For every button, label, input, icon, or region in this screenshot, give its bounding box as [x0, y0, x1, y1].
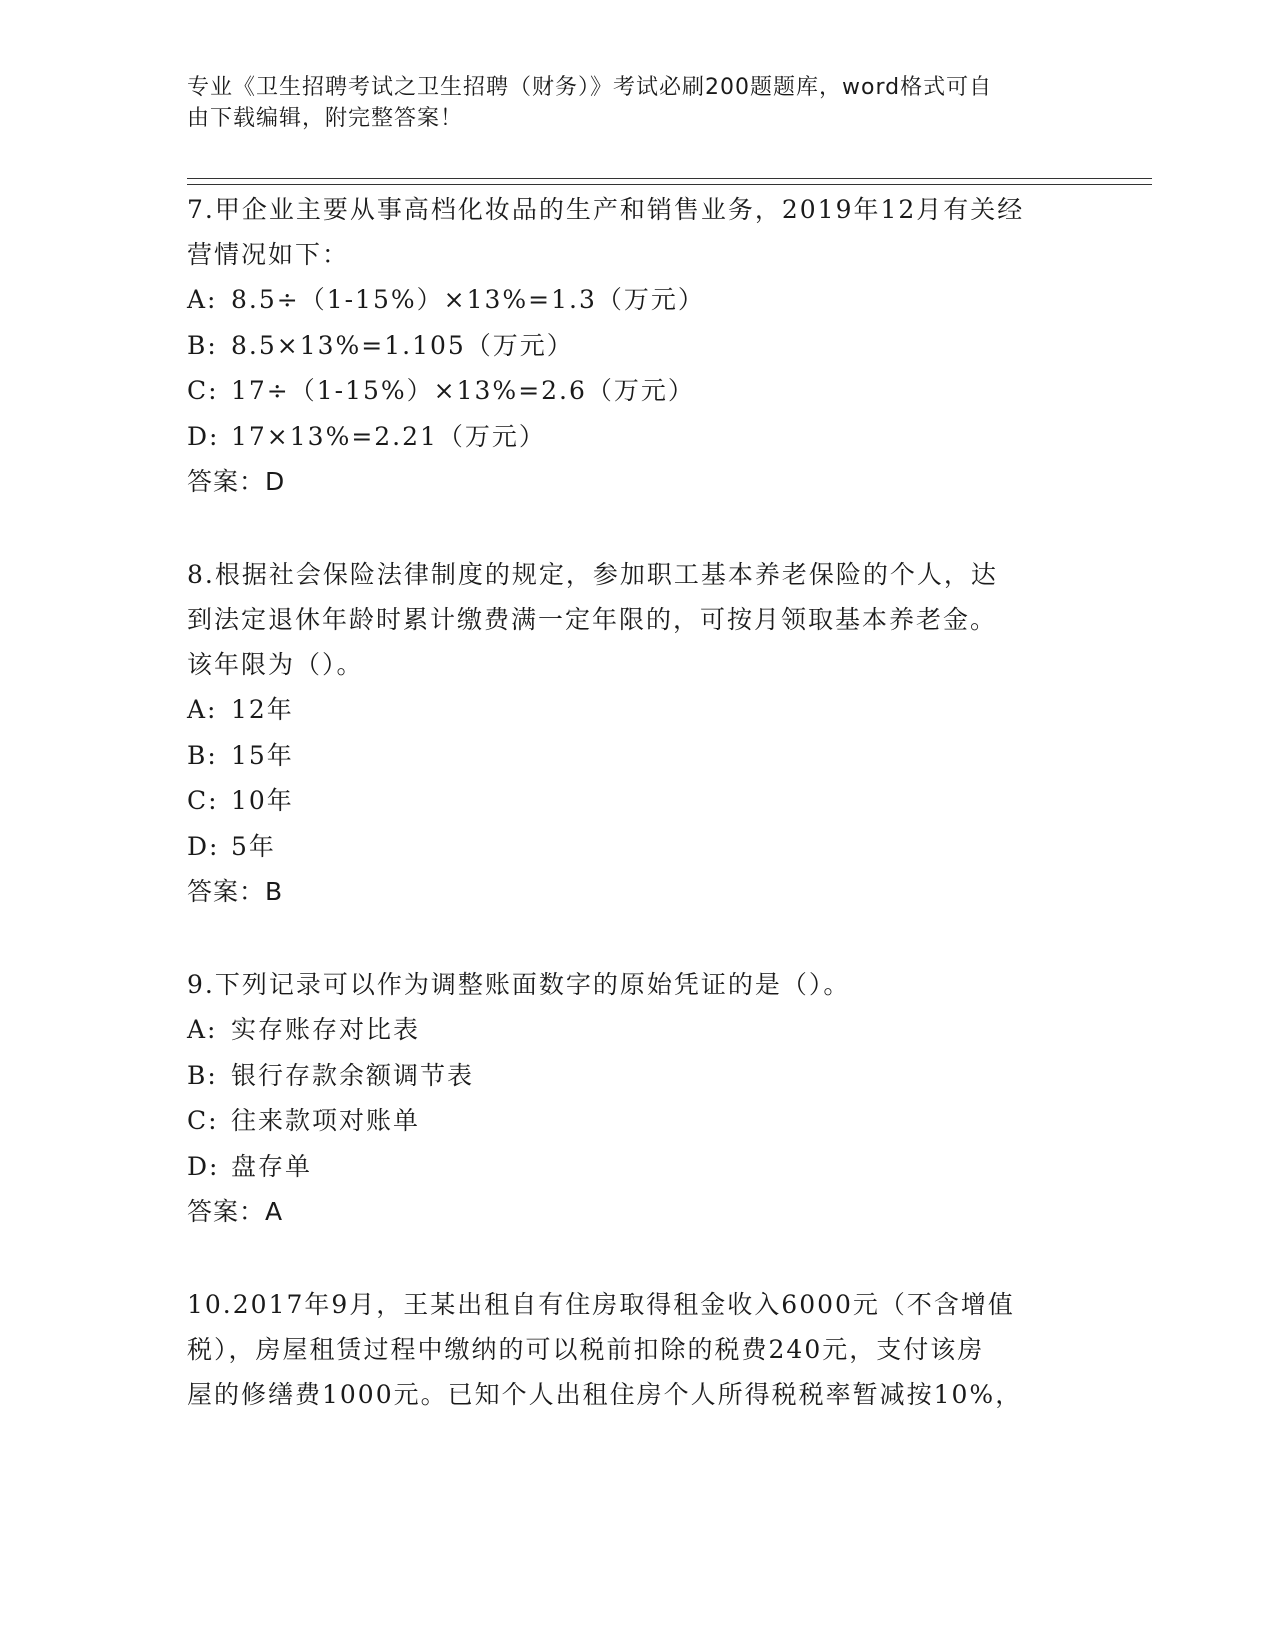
question-spacer [187, 1234, 1097, 1282]
option-d [187, 414, 1097, 460]
option-text: 银行存款余额调节表 [231, 1060, 475, 1090]
question-stem [187, 187, 1097, 277]
question-stem [187, 552, 1097, 687]
stem-line: 该年限为（）。 [187, 650, 364, 679]
option-label: D: [187, 831, 220, 861]
option-b [187, 1053, 1097, 1099]
question-spacer [187, 914, 1097, 962]
option-label: A: [187, 285, 218, 314]
option-text: 12年 [231, 695, 294, 724]
option-d [187, 824, 1097, 870]
option-text: 15年 [231, 740, 294, 770]
question-list [187, 187, 1097, 1417]
answer-line: 答案：D [187, 467, 286, 496]
option-label: C: [187, 786, 219, 815]
question-8 [187, 552, 1097, 914]
option-text: 实存账存对比表 [231, 1015, 421, 1044]
stem-line: 7.甲企业主要从事高档化妆品的生产和销售业务，2019年12月有关经 [187, 195, 1025, 224]
question-stem [187, 962, 1097, 1007]
option-b [187, 733, 1097, 779]
option-d [187, 1144, 1097, 1190]
option-text: 盘存单 [231, 1151, 313, 1181]
option-c [187, 778, 1097, 824]
option-label: D: [187, 421, 220, 451]
option-text: 往来款项对账单 [231, 1106, 421, 1135]
option-a [187, 277, 1097, 323]
stem-line: 8.根据社会保险法律制度的规定，参加职工基本养老保险的个人，达 [187, 560, 998, 589]
option-text: 8.5×13%=1.105（万元） [231, 330, 574, 360]
header-line-1: 专业《卫生招聘考试之卫生招聘（财务）》考试必刷200题题库，word格式可自 [187, 75, 993, 100]
question-9 [187, 962, 1097, 1234]
option-label: C: [187, 1106, 219, 1135]
option-text: 8.5÷（1-15%）×13%=1.3（万元） [231, 285, 705, 314]
header-line-2: 由下载编辑，附完整答案！ [187, 106, 464, 131]
option-a [187, 1007, 1097, 1053]
stem-line: 营情况如下： [187, 240, 350, 269]
option-label: B: [187, 740, 218, 770]
option-c [187, 1098, 1097, 1144]
question-stem [187, 1282, 1097, 1417]
option-label: B: [187, 330, 218, 360]
option-label: A: [187, 1015, 218, 1044]
option-c [187, 368, 1097, 414]
option-text: 5年 [231, 831, 276, 861]
header-divider-top [187, 178, 1152, 179]
question-7 [187, 187, 1097, 504]
option-b [187, 323, 1097, 369]
option-label: A: [187, 695, 218, 724]
option-text: 17÷（1-15%）×13%=2.6（万元） [231, 376, 695, 405]
stem-line: 屋的修缮费1000元。已知个人出租住房个人所得税税率暂减按10%， [187, 1380, 1023, 1409]
stem-line: 10.2017年9月，王某出租自有住房取得租金收入6000元（不含增值 [187, 1290, 1015, 1319]
option-a [187, 687, 1097, 733]
stem-line: 到法定退休年龄时累计缴费满一定年限的，可按月领取基本养老金。 [187, 605, 998, 634]
option-text: 17×13%=2.21（万元） [231, 421, 546, 451]
answer-line: 答案：A [187, 1197, 284, 1226]
option-label: D: [187, 1151, 220, 1181]
question-spacer [187, 504, 1097, 552]
stem-line: 税），房屋租赁过程中缴纳的可以税前扣除的税费240元，支付该房 [187, 1335, 985, 1364]
option-text: 10年 [231, 786, 294, 815]
option-label: C: [187, 376, 219, 405]
answer-line: 答案：B [187, 877, 284, 906]
document-header [187, 72, 1067, 134]
question-10 [187, 1282, 1097, 1417]
option-label: B: [187, 1060, 218, 1090]
header-divider-bottom [187, 184, 1152, 185]
stem-line: 9.下列记录可以作为调整账面数字的原始凭证的是（）。 [187, 970, 851, 999]
